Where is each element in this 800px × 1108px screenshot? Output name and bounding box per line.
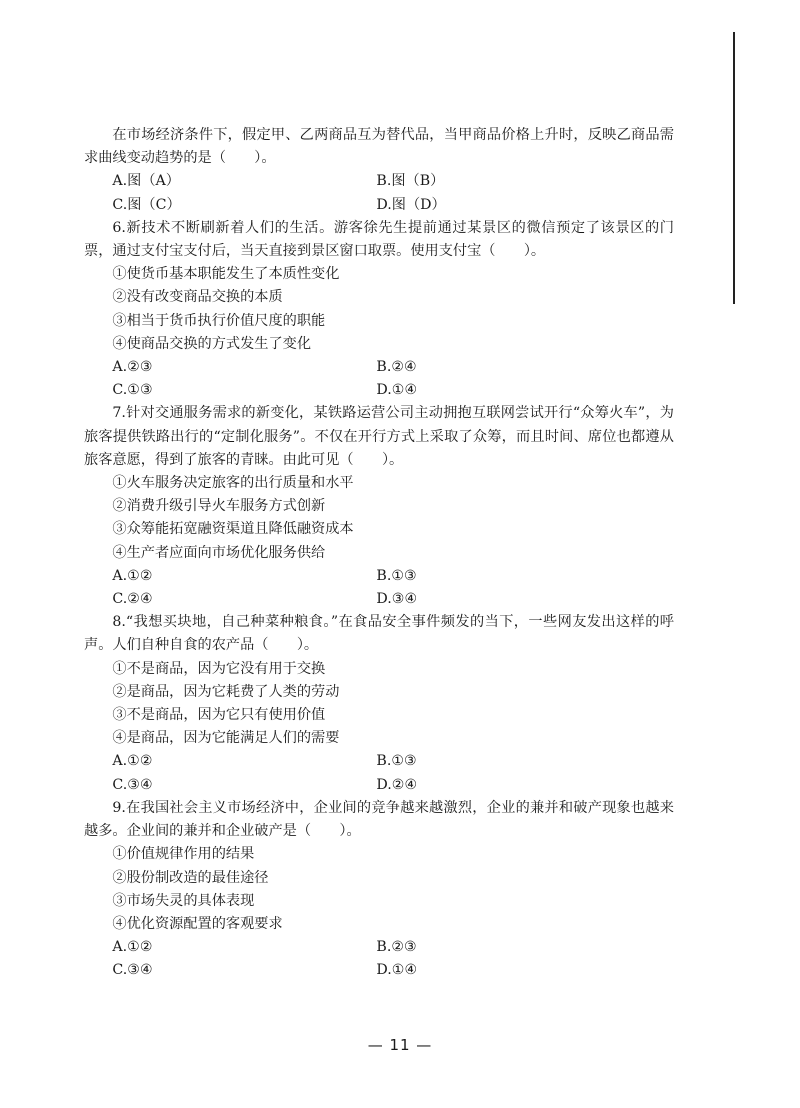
statement-3: ③相当于货币执行价值尺度的职能 [112,312,326,329]
page-number: — 11 — [367,1036,433,1054]
question-list [84,124,674,983]
option-a: A.②③ [112,359,153,376]
statement-4: ④生产者应面向市场优化服务供给 [112,544,326,561]
options-row [84,194,674,217]
option-c: C.②④ [112,591,153,608]
question-7 [84,402,674,611]
question-stem: 9.在我国社会主义市场经济中，企业间的竞争越来越激烈，企业的兼并和破产现象也越来越多。企业间的兼并和企业破产是（ ）。 [84,799,674,840]
option-c: C.图（C） [112,196,181,213]
option-d: D.②④ [376,776,418,793]
options-row [84,936,674,959]
option-a: A.图（A） [112,173,180,190]
option-a: A.①② [112,753,153,770]
option-b: B.②④ [376,359,417,376]
statement-3: ③不是商品，因为它只有使用价值 [112,707,326,724]
option-b: B.①③ [376,753,417,770]
options-row [84,565,674,588]
options-row [84,379,674,402]
option-b: B.①③ [376,567,417,584]
statement-2: ②消费升级引导火车服务方式创新 [112,498,326,515]
statement-1: ①火车服务决定旅客的出行质量和水平 [112,475,354,492]
statement-2: ②股份制改造的最佳途径 [112,869,269,886]
statement-3: ③众筹能拓宽融资渠道且降低融资成本 [112,521,354,538]
statement-2: ②没有改变商品交换的本质 [112,289,283,306]
option-d: D.①④ [376,382,418,399]
statement-1: ①使货币基本职能发生了本质性变化 [112,266,340,283]
options-row [84,170,674,193]
question-6 [84,217,674,403]
option-d: D.图（D） [376,196,446,213]
scan-edge-line [733,32,735,304]
option-b: B.②③ [376,939,417,956]
question-stem: 6.新技术不断刷新着人们的生活。游客徐先生提前通过某景区的微信预定了该景区的门票，通过支付宝支付后，当天直接到景区窗口取票。使用支付宝（ ）。 [84,219,674,260]
option-d: D.①④ [376,962,418,979]
question-8 [84,611,674,797]
options-row [84,774,674,797]
question-stem: 8.“我想买块地，自己种菜种粮食。”在食品安全事件频发的当下，一些网友发出这样的呼声。人们自种自食的农产品（ ）。 [84,614,674,654]
statement-4: ④是商品，因为它能满足人们的需要 [112,730,340,747]
option-c: C.③④ [112,962,153,979]
options-row [84,959,674,982]
option-a: A.①② [112,567,153,584]
option-b: B.图（B） [376,173,445,190]
statement-1: ①不是商品，因为它没有用于交换 [112,660,326,677]
question-stem: 在市场经济条件下，假定甲、乙两商品互为替代品，当甲商品价格上升时，反映乙商品需求曲线变动趋势的是（ ）。 [84,127,674,167]
option-c: C.③④ [112,776,153,793]
question-9 [84,797,674,983]
option-d: D.③④ [376,591,418,608]
statement-3: ③市场失灵的具体表现 [112,892,255,909]
statement-1: ①价值规律作用的结果 [112,846,255,863]
option-a: A.①② [112,939,153,956]
question-stem: 7.针对交通服务需求的新变化，某铁路运营公司主动拥抱互联网尝试开行“众筹火车”，为旅客提供铁路出行的“定制化服务”。不仅在开行方式上采取了众筹，而且时间、席位也都遵从旅客意愿，得到了旅客的青睐。由此可见（ ）。 [84,405,674,468]
question-5 [84,124,674,217]
options-row [84,588,674,611]
options-row [84,356,674,379]
statement-2: ②是商品，因为它耗费了人类的劳动 [112,683,340,700]
statement-4: ④优化资源配置的客观要求 [112,915,283,932]
options-row [84,750,674,773]
statement-4: ④使商品交换的方式发生了变化 [112,335,312,352]
option-c: C.①③ [112,382,153,399]
